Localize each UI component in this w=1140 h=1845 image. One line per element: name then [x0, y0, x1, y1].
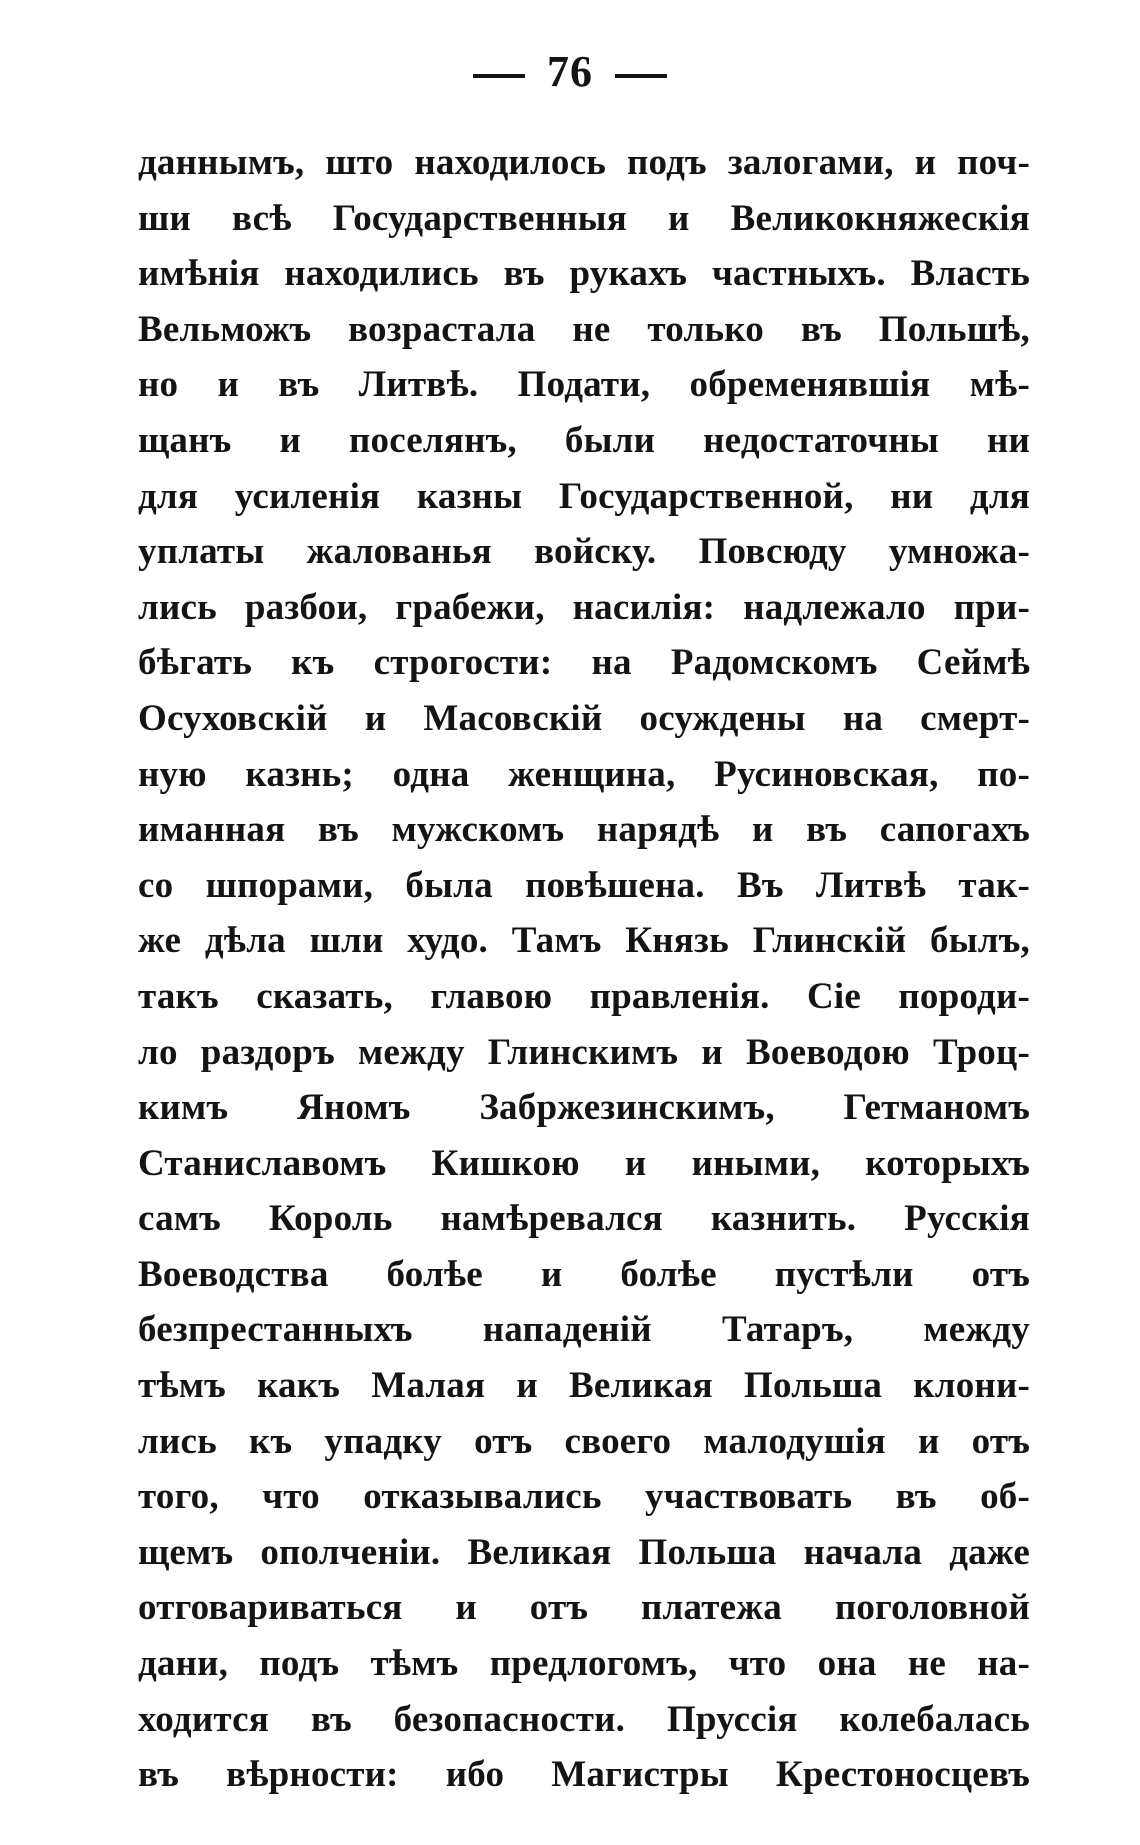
text-line: такъ сказать, главою правленія. Сіе породи-	[138, 975, 1030, 1017]
text-line: отговариваться и отъ платежа поголовной	[138, 1587, 1030, 1629]
text-line: иманная въ мужскомъ нарядѣ и въ сапогахъ	[138, 809, 1030, 851]
text-line: Воеводства болѣе и болѣе пустѣли отъ	[138, 1253, 1030, 1295]
text-line: кимъ Яномъ Забржезинскимъ, Гетманомъ	[138, 1087, 1030, 1129]
body-text	[138, 135, 1030, 1803]
text-line: для усиленія казны Государственной, ни для	[138, 475, 1030, 517]
text-line: щанъ и поселянъ, были недостаточны ни	[138, 419, 1030, 461]
text-line: Станиславомъ Кишкою и иными, которыхъ	[138, 1142, 1030, 1184]
text-line: щемъ ополченіи. Великая Польша начала даже	[138, 1531, 1030, 1573]
text-line: ло раздоръ между Глинскимъ и Воеводою Троц-	[138, 1031, 1030, 1073]
text-line: ши всѣ Государственныя и Великокняжескія	[138, 197, 1030, 239]
left-dash	[473, 74, 525, 78]
text-line: Вельможъ возрастала не только въ Польшѣ,	[138, 308, 1030, 350]
text-line: ную казнь; одна женщина, Русиновская, по-	[138, 753, 1030, 795]
text-line: ходится въ безопасности. Пруссія колебалась	[138, 1698, 1030, 1740]
text-line: даннымъ, што находилось подъ залогами, и поч-	[138, 142, 1030, 183]
text-line: но и въ Литвѣ. Подати, обременявшія мѣ-	[138, 364, 1030, 406]
text-line: того, что отказывались участвовать въ об-	[138, 1476, 1030, 1518]
text-line: уплаты жалованья войску. Повсюду умножа-	[138, 531, 1030, 573]
page-header	[0, 42, 1140, 102]
text-line: тѣмъ какъ Малая и Великая Польша клони-	[138, 1365, 1030, 1407]
text-line: безпрестанныхъ нападеній Татаръ, между	[138, 1309, 1030, 1351]
text-line: бѣгать къ строгости: на Радомскомъ Сеймѣ	[138, 642, 1030, 684]
text-line: со шпорами, была повѣшена. Въ Литвѣ так-	[138, 864, 1030, 906]
text-line: лись къ упадку отъ своего малодушія и отъ	[138, 1420, 1030, 1462]
text-line: Осуховскій и Масовскій осуждены на смерт-	[138, 697, 1030, 739]
text-line: лись разбои, грабежи, насилія: надлежало при-	[138, 586, 1030, 628]
text-line: въ вѣрности: ибо Магистры Крестоносцевъ	[138, 1754, 1030, 1796]
page-number: 76	[547, 47, 593, 96]
text-line: имѣнія находились въ рукахъ частныхъ. Власть	[138, 253, 1030, 295]
text-line: самъ Король намѣревался казнить. Русскія	[138, 1198, 1030, 1240]
text-line: же дѣла шли худо. Тамъ Князь Глинскій былъ,	[138, 920, 1030, 962]
right-dash	[615, 74, 667, 78]
text-line: дани, подъ тѣмъ предлогомъ, что она не на-	[138, 1643, 1030, 1685]
